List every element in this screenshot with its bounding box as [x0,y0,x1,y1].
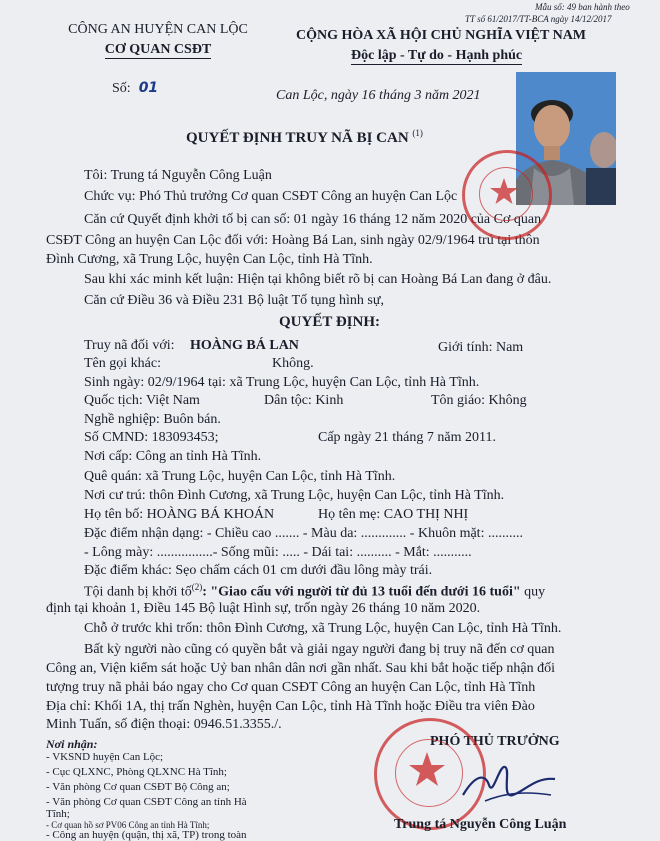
signer-title: PHÓ THỦ TRƯỞNG [430,734,560,749]
date-of-birth: Sinh ngày: 02/9/1964 tại: xã Trung Lộc, huyện Can Lộc, tỉnh Hà Tĩnh. [84,375,480,390]
instruction-1: Bất kỳ người nào cũng có quyền bắt và giải ngay người đang bị truy nã đến cơ quan [84,642,555,657]
official-seal-upper [462,150,552,240]
id-number: Số CMND: 183093453; [84,430,219,445]
decision-heading: QUYẾT ĐỊNH: [279,314,380,330]
recipient-item: - Văn phòng Cơ quan CSĐT Bộ Công an; [46,781,230,793]
alias-value: Không. [272,356,314,371]
recipient-item: - Công an huyện (quận, thị xã, TP) trong toàn [46,829,247,841]
basis-line-1: Căn cứ Quyết định khởi tố bị can số: 01 ngày 16 tháng 12 năm 2020 của Cơ quan [84,212,542,227]
hometown: Quê quán: xã Trung Lộc, huyện Can Lộc, tỉnh Hà Tĩnh. [84,469,396,484]
form-note-1: Mẫu số: 49 ban hành theo [535,2,630,12]
features-line-1: Đặc điểm nhận dạng: - Chiều cao ....... - Màu da: ............. - Khuôn mặt: .......... [84,526,523,541]
country-name: CỘNG HÒA XÃ HỘI CHỦ NGHĨA VIỆT NAM [296,28,587,43]
recipient-item: Tĩnh; [46,808,70,820]
charge-line-2: định tại khoản 1, Điều 145 Bộ luật Hình sự, trốn ngày 26 tháng 10 năm 2020. [46,601,481,616]
instruction-4: Địa chỉ: Khối 1A, thị trấn Nghèn, huyện Can Lộc, tỉnh Hà Tĩnh hoặc Điều tra viên Đào [46,699,535,714]
wanted-line: Truy nã đối với: HOÀNG BÁ LAN [84,338,299,353]
signature-mark [455,755,565,815]
religion: Tôn giáo: Không [431,393,527,408]
officer-line: Tôi: Trung tá Nguyễn Công Luận [84,168,272,183]
instruction-2: Công an, Viện kiểm sát hoặc Uỷ ban nhân dân nơi gần nhất. Sau khi bắt hoặc tiếp nhận đối [46,661,556,676]
features-line-2: - Lông mày: ................- Sống mũi: ..... - Dái tai: .......... - Mắt: ........... [84,545,472,560]
residence: Nơi cư trú: thôn Đình Cương, xã Trung Lộc, huyện Can Lộc, tỉnh Hà Tĩnh. [84,488,505,503]
last-seen: Chỗ ở trước khi trốn: thôn Đình Cương, xã Trung Lộc, huyện Can Lộc, tỉnh Hà Tĩnh. [84,621,562,636]
nationality: Quốc tịch: Việt Nam [84,393,200,408]
features-line-3: Đặc điểm khác: Sẹo chấm cách 01 cm dưới đầu lông mày trái. [84,563,433,578]
instruction-3: tượng truy nã phải báo ngay cho Cơ quan CSĐT Công an huyện Can Lộc, tỉnh Hà Tĩnh [46,680,536,695]
agency-name: CÔNG AN HUYỆN CAN LỘC [68,22,248,37]
ethnicity: Dân tộc: Kinh [264,393,344,408]
form-note-2: TT số 61/2017/TT-BCA ngày 14/12/2017 [465,14,612,24]
recipient-item: - Văn phòng Cơ quan CSĐT Công an tỉnh Hà [46,796,247,808]
recipient-item: - VKSND huyện Can Lộc; [46,751,164,763]
motto: Độc lập - Tự do - Hạnh phúc [351,48,523,63]
recipients-heading: Nơi nhận: [46,737,98,751]
place-date: Can Lộc, ngày 16 tháng 3 năm 2021 [276,88,481,103]
father-name: Họ tên bố: HOÀNG BÁ KHOÁN [84,507,275,522]
legal-basis-line: Căn cứ Điều 36 và Điều 231 Bộ luật Tố tụng hình sự, [84,293,384,308]
instruction-5: Minh Tuấn, số điện thoại: 0946.51.3355./. [46,717,282,732]
recipient-item: - Cục QLXNC, Phòng QLXNC Hà Tĩnh; [46,766,227,778]
document-title: QUYẾT ĐỊNH TRUY NÃ BỊ CAN $^{(1)}$ [186,128,423,146]
verification-line: Sau khi xác minh kết luận: Hiện tại không biết rõ bị can Hoàng Bá Lan đang ở đâu. [84,272,552,287]
basis-line-3: Đình Cương, xã Trung Lộc, huyện Can Lộc, tỉnh Hà Tĩnh. [46,252,373,267]
signer-name: Trung tá Nguyễn Công Luận [394,817,567,832]
agency-unit: CƠ QUAN CSĐT [104,42,212,57]
id-issued-by: Nơi cấp: Công an tỉnh Hà Tĩnh. [84,449,262,464]
mother-name: Họ tên mẹ: CAO THỊ NHỊ [318,507,469,522]
gender: Giới tính: Nam [438,340,524,355]
alias-label: Tên gọi khác: [84,356,161,371]
occupation: Nghề nghiệp: Buôn bán. [84,412,221,427]
document-number: Số: 01 [112,80,159,96]
id-issue-date: Cấp ngày 21 tháng 7 năm 2011. [318,430,496,445]
recipient-item: - Cơ quan hồ sơ PV06 Công an tỉnh Hà Tĩnh; [46,820,210,830]
basis-line-2: CSĐT Công an huyện Can Lộc đối với: Hoàng Bá Lan, sinh ngày 02/9/1964 trú tại thôn [46,233,540,248]
position-line: Chức vụ: Phó Thủ trưởng Cơ quan CSĐT Công an huyện Can Lộc [84,189,458,204]
charge-line: Tội danh bị khởi tố$^{(2)}$: "Giao cấu với người từ đủ 13 tuổi đến dưới 16 tuổi" quy [84,582,546,600]
